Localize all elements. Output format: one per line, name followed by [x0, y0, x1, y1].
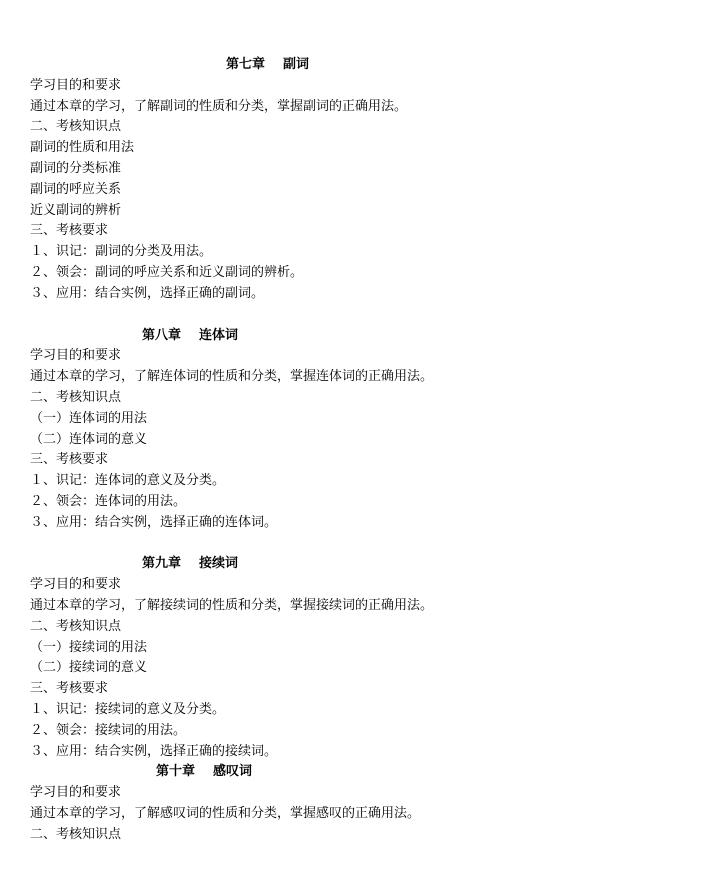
ch7-line-8: 三、考核要求 — [30, 223, 109, 238]
ch8-line-6: 三、考核要求 — [30, 452, 109, 467]
chapter-7-title — [226, 55, 309, 75]
ch8-line-2: 通过本章的学习，了解连体词的性质和分类，掌握连体词的正确用法。 — [30, 369, 434, 384]
ch8-line-9: ３、应用：结合实例，选择正确的连体词。 — [30, 515, 278, 530]
ch7-line-11: ３、应用：结合实例，选择正确的副词。 — [30, 286, 265, 301]
ch7-line-4: 副词的性质和用法 — [30, 140, 135, 155]
chapter-10-number: 第十章 — [156, 764, 196, 779]
chapter-8-name: 连体词 — [199, 328, 239, 343]
chapter-10-title — [156, 762, 252, 782]
chapter-7-number: 第七章 — [226, 57, 266, 72]
ch9-line-4: （一）接续词的用法 — [30, 640, 148, 655]
ch8-line-5: （二）连体词的意义 — [30, 432, 148, 447]
chapter-7-name: 副词 — [283, 57, 310, 72]
ch8-line-8: ２、领会：连体词的用法。 — [30, 494, 187, 509]
ch7-line-10: ２、领会：副词的呼应关系和近义副词的辨析。 — [30, 265, 304, 280]
ch10-line-3: 二、考核知识点 — [30, 827, 122, 842]
ch9-line-6: 三、考核要求 — [30, 681, 109, 696]
ch9-line-7: １、识记：接续词的意义及分类。 — [30, 702, 226, 717]
ch7-line-9: １、识记：副词的分类及用法。 — [30, 244, 213, 259]
ch8-line-7: １、识记：连体词的意义及分类。 — [30, 473, 226, 488]
ch9-line-1: 学习目的和要求 — [30, 577, 122, 592]
ch10-line-1: 学习目的和要求 — [30, 785, 122, 800]
chapter-9-name: 接续词 — [199, 556, 239, 571]
ch8-line-4: （一）连体词的用法 — [30, 411, 148, 426]
ch9-line-9: ３、应用：结合实例，选择正确的接续词。 — [30, 744, 278, 759]
ch8-line-1: 学习目的和要求 — [30, 348, 122, 363]
ch7-line-1: 学习目的和要求 — [30, 78, 122, 93]
chapter-9-number: 第九章 — [142, 556, 182, 571]
ch7-line-3: 二、考核知识点 — [30, 119, 122, 134]
ch10-line-2: 通过本章的学习，了解感叹词的性质和分类，掌握感叹的正确用法。 — [30, 806, 421, 821]
ch7-line-6: 副词的呼应关系 — [30, 182, 122, 197]
ch9-line-3: 二、考核知识点 — [30, 619, 122, 634]
ch9-line-5: （二）接续词的意义 — [30, 660, 148, 675]
chapter-8-number: 第八章 — [142, 328, 182, 343]
ch9-line-2: 通过本章的学习，了解接续词的性质和分类，掌握接续词的正确用法。 — [30, 598, 434, 613]
chapter-10-name: 感叹词 — [213, 764, 253, 779]
ch8-line-3: 二、考核知识点 — [30, 390, 122, 405]
ch7-line-5: 副词的分类标准 — [30, 161, 122, 176]
ch7-line-7: 近义副词的辨析 — [30, 203, 122, 218]
ch7-line-2: 通过本章的学习，了解副词的性质和分类，掌握副词的正确用法。 — [30, 99, 408, 114]
ch9-line-8: ２、领会：接续词的用法。 — [30, 723, 187, 738]
chapter-8-title — [142, 326, 238, 346]
chapter-9-title — [142, 554, 238, 574]
